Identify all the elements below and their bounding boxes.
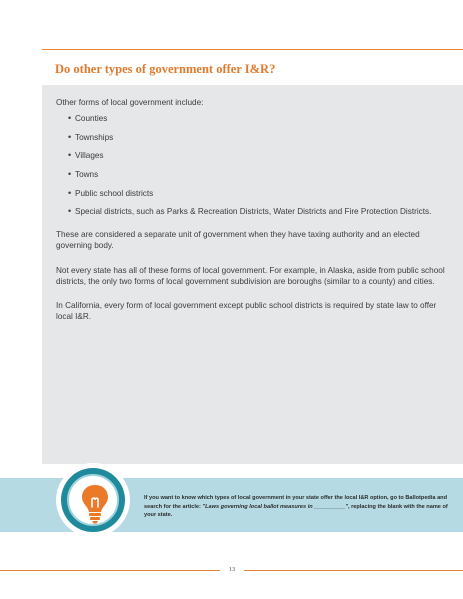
page-number: 13 [228,566,236,573]
lightbulb-icon [69,476,121,528]
list-item: • Towns [68,169,99,180]
list-item: • Special districts, such as Parks & Recreation Districts, Water Districts and Fire Protection Districts. [68,206,432,217]
bullet-icon: • [68,113,72,123]
section-heading: Do other types of government offer I&R? [55,62,276,76]
bullet-icon: • [68,187,72,198]
bullet-icon: • [68,169,72,180]
list-item: • Counties [68,113,108,123]
footer-rule-left [0,570,220,571]
paragraph-california: In California, every form of local government except public school districts is required by state law to offer local I&R. [56,301,437,322]
paragraph-alaska: Not every state has all of these forms of local government. For example, in Alaska, aside from public school districts, the only two forms of local government subdivision are boroughs (similar to a county) and cities. [56,266,445,287]
list-item: • Villages [68,150,104,161]
government-types-list [68,114,431,226]
intro-text: Other forms of local government include: [56,98,204,107]
bullet-icon: • [68,131,72,142]
list-item: • Townships [68,131,114,142]
paragraph-taxing-authority: These are considered a separate unit of government when they have taxing authority and an elected governing body. [56,230,420,251]
tip-text: If you want to know which types of local government in your state offer the local I&R option, go to Ballotpedia and search for the article: "Laws governing local ballot measures in __________", replacing the blank with the name of your state. [144,495,448,518]
tip-badge [56,463,130,537]
bullet-icon: • [68,150,72,161]
footer-rule-right [244,570,463,571]
top-rule [42,49,463,50]
content-panel [42,85,463,464]
list-item: • Public school districts [68,187,154,198]
bullet-icon: • [68,206,72,217]
